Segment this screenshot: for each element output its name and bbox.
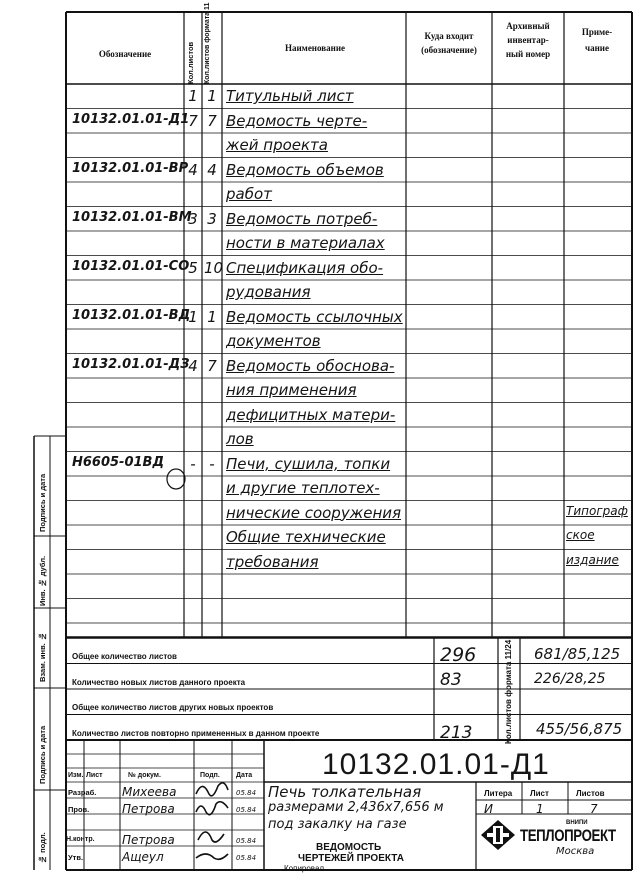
row-designation: 10132.01.01-ВР [72, 160, 189, 176]
copied-label: Копировал [284, 864, 325, 873]
row-qty-sheets: 1 [188, 87, 198, 105]
col-sign: Подп. [200, 772, 220, 779]
row-name: Ведомость ссылочных [226, 307, 403, 326]
total-sheets-label: Общее количество листов [72, 652, 177, 661]
org-city: Москва [556, 846, 595, 857]
other-new-sheets-label: Общее количество листов других новых проектов [72, 703, 274, 712]
row-qty-sheets: - [190, 454, 196, 473]
row-qty-format: 7 [207, 356, 217, 375]
date-norm-control: 05.84 [236, 837, 257, 845]
row-qty-sheets: 4 [188, 160, 198, 179]
row-name: Общие технические [226, 528, 386, 546]
description-line-2: размерами 2,436x7,656 м [268, 800, 444, 815]
row-qty-sheets: 5 [188, 258, 198, 277]
row-name: требования [226, 552, 319, 571]
row-name: и другие теплотех- [226, 479, 380, 497]
header-designation: Обозначение [98, 49, 152, 59]
document-code: 10132.01.01-Д1 [322, 748, 550, 781]
listov-header: Листов [576, 789, 605, 798]
format-count-label: Кол.листов формата 11/24 [504, 639, 513, 744]
row-qty-format: - [209, 454, 215, 473]
col-doc-no: № докум. [128, 772, 161, 779]
row-qty-format: 1 [207, 87, 217, 105]
description-line-1: Печь толкательная [268, 783, 422, 801]
format-reused-value: 455/56,875 [536, 720, 623, 738]
header-archive-3: ный номер [505, 49, 551, 59]
row-name: жей проекта [226, 136, 328, 154]
row-name: дефицитных матери- [226, 405, 396, 424]
stamp-dup-inv: Инв. № дубл. [38, 555, 47, 606]
row-name: Ведомость объемов [226, 160, 384, 179]
row-name: Ведомость потреб- [226, 209, 378, 228]
list-value: 1 [536, 802, 544, 816]
date-developer: 05.84 [236, 789, 257, 797]
description-line-3: под закалку на газе [268, 817, 407, 832]
row-qty-format: 7 [207, 111, 217, 130]
row-name: Спецификация обо- [226, 258, 384, 277]
date-approved: 05.84 [236, 854, 257, 862]
list-header: Лист [530, 789, 549, 798]
row-name: Ведомость обоснова- [226, 356, 395, 375]
header-qty-format: Кол.листов формата 11 [204, 2, 211, 84]
total-sheets-value: 296 [440, 644, 477, 666]
format-new-value: 226/28,25 [534, 671, 606, 687]
col-list: Лист [86, 772, 103, 779]
reused-sheets-value: 213 [440, 723, 473, 743]
row-qty-format: 10 [204, 258, 224, 277]
row-designation: 10132.01.01-СО [72, 258, 190, 274]
row-note: ское [566, 528, 595, 542]
stamp-sign-date-bottom: Подпись и дата [38, 725, 47, 784]
row-qty-sheets: 3 [188, 209, 198, 228]
format-total-value: 681/85,125 [534, 645, 621, 663]
date-checker: 05.84 [236, 806, 257, 814]
role-developer: Разраб. [68, 788, 97, 797]
new-sheets-label: Количество новых листов данного проекта [72, 678, 246, 687]
header-where-used-2: (обозначение) [421, 45, 477, 55]
name-checker: Петрова [122, 802, 175, 816]
row-qty-format: 1 [207, 307, 217, 326]
row-name: Ведомость черте- [226, 111, 368, 130]
row-designation: 10132.01.01-Д1 [72, 111, 190, 127]
row-qty-sheets: 7 [188, 111, 198, 130]
new-sheets-value: 83 [440, 670, 462, 690]
row-designation: 10132.01.01-ВД [72, 307, 191, 323]
header-note-2: чание [585, 43, 609, 53]
reused-sheets-label: Количество листов повторно примененных в данном проекте [72, 729, 320, 738]
col-izm: Изм. [68, 772, 84, 779]
teploproekt-logo-icon [478, 818, 518, 852]
header-where-used-1: Куда входит [424, 31, 474, 41]
org-name: ТЕПЛОПРОЕКТ [520, 826, 616, 845]
stamp-replaced-inv: Взам. инв. № [38, 632, 47, 682]
litera-value: И [484, 802, 493, 816]
row-qty-format: 3 [207, 209, 217, 228]
name-developer: Михеева [122, 785, 177, 799]
listov-value: 7 [590, 802, 598, 816]
row-qty-sheets: 1 [188, 307, 198, 326]
org-small: ВНИПИ [566, 820, 588, 826]
role-approved: Утв. [68, 853, 84, 862]
row-name: ности в материалах [226, 234, 385, 252]
col-date: Дата [236, 772, 253, 779]
litera-header: Литера [484, 789, 513, 798]
row-note: издание [566, 552, 619, 567]
row-designation: 10132.01.01-ВМ [72, 209, 192, 225]
row-name: ния применения [226, 381, 357, 399]
sheet-title-1: ВЕДОМОСТЬ [316, 842, 382, 853]
row-qty-format: 4 [207, 160, 217, 179]
role-norm-control: Н.контр. [66, 836, 95, 843]
row-name: Титульный лист [226, 87, 354, 105]
row-name: лов [226, 430, 254, 448]
header-archive-1: Архивный [506, 21, 550, 31]
row-name: нические сооружения [226, 503, 402, 522]
row-designation: 10132.01.01-ДЗ [72, 356, 190, 372]
row-designation: Н6605-01ВД [72, 454, 165, 470]
row-qty-sheets: 4 [188, 356, 198, 375]
header-qty-sheets: Кол.листов [186, 41, 195, 84]
stamp-sign-date-top: Подпись и дата [38, 473, 47, 532]
row-name: работ [226, 185, 272, 203]
stamp-original-no: № подл. [38, 832, 47, 864]
row-name: документов [226, 332, 321, 350]
name-approved: Ащеул [122, 850, 164, 864]
name-norm-control: Петрова [122, 833, 175, 847]
row-note: Типограф [566, 503, 628, 518]
sheet-title-2: ЧЕРТЕЖЕЙ ПРОЕКТА [298, 853, 404, 864]
header-note-1: Приме- [581, 27, 613, 37]
header-name: Наименование [285, 43, 345, 53]
row-name: рудования [226, 283, 311, 301]
header-archive-2: инвентар- [507, 35, 549, 45]
role-checker: Пров. [68, 805, 90, 814]
row-name: Печи, сушила, топки [226, 454, 391, 473]
